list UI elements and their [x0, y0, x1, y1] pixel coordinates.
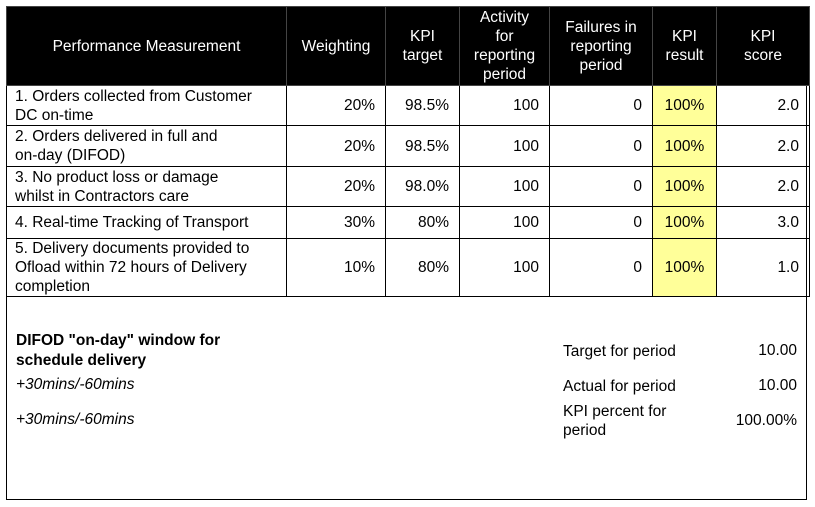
header-performance-measurement: Performance Measurement — [7, 7, 287, 86]
kpi-percent-label: KPI percent for period — [563, 403, 667, 439]
row-activity: 100 — [460, 207, 550, 239]
row-kpi-score: 2.0 — [717, 167, 810, 207]
row-kpi-target: 98.5% — [386, 86, 460, 126]
header-kpi-score: KPI score — [717, 7, 810, 86]
row-weighting: 10% — [287, 239, 386, 297]
row-activity: 100 — [460, 86, 550, 126]
target-for-period-value: 10.00 — [758, 342, 797, 359]
row-measure: 2. Orders delivered in full and on-day (DIFOD) — [7, 126, 287, 167]
row-kpi-target: 98.0% — [386, 167, 460, 207]
row-weighting: 30% — [287, 207, 386, 239]
row-kpi-target: 80% — [386, 207, 460, 239]
row-weighting: 20% — [287, 86, 386, 126]
header-kpi-result: KPI result — [653, 7, 717, 86]
row-failures: 0 — [550, 239, 653, 297]
row-failures: 0 — [550, 207, 653, 239]
table-row — [7, 239, 810, 297]
row-kpi-score: 2.0 — [717, 126, 810, 167]
table-row — [7, 167, 810, 207]
actual-for-period-value: 10.00 — [758, 377, 797, 394]
row-failures: 0 — [550, 167, 653, 207]
kpi-percent-value: 100.00% — [735, 412, 797, 429]
difod-window-value: +30mins/-60mins — [16, 376, 135, 393]
table-row — [7, 126, 810, 167]
header-weighting: Weighting — [287, 7, 386, 86]
difod-window-title: DIFOD "on-day" window for schedule delivery — [16, 332, 221, 369]
kpi-table — [6, 6, 810, 297]
header-kpi-target: KPI target — [386, 7, 460, 86]
table-row — [7, 86, 810, 126]
row-kpi-result: 100% — [653, 86, 717, 126]
difod-window-value: +30mins/-60mins — [16, 411, 135, 428]
row-kpi-score: 2.0 — [717, 86, 810, 126]
header-failures: Failures in reporting period — [550, 7, 653, 86]
row-kpi-target: 80% — [386, 239, 460, 297]
row-measure: 3. No product loss or damage whilst in Contractors care — [7, 167, 287, 207]
header-activity: Activity for reporting period — [460, 7, 550, 86]
row-measure: 4. Real-time Tracking of Transport — [7, 207, 287, 239]
table-row — [7, 207, 810, 239]
row-failures: 0 — [550, 126, 653, 167]
row-kpi-result: 100% — [653, 167, 717, 207]
row-kpi-target: 98.5% — [386, 126, 460, 167]
row-kpi-result: 100% — [653, 239, 717, 297]
row-measure: 1. Orders collected from Customer DC on-time — [7, 86, 287, 126]
row-weighting: 20% — [287, 167, 386, 207]
kpi-table-header — [7, 7, 810, 86]
target-for-period-label: Target for period — [563, 343, 676, 360]
row-activity: 100 — [460, 167, 550, 207]
row-kpi-score: 3.0 — [717, 207, 810, 239]
actual-for-period-label: Actual for period — [563, 378, 676, 395]
row-failures: 0 — [550, 86, 653, 126]
row-activity: 100 — [460, 239, 550, 297]
row-measure: 5. Delivery documents provided to Ofload within 72 hours of Delivery completion — [7, 239, 287, 297]
row-kpi-result: 100% — [653, 126, 717, 167]
row-kpi-result: 100% — [653, 207, 717, 239]
row-activity: 100 — [460, 126, 550, 167]
row-kpi-score: 1.0 — [717, 239, 810, 297]
row-weighting: 20% — [287, 126, 386, 167]
